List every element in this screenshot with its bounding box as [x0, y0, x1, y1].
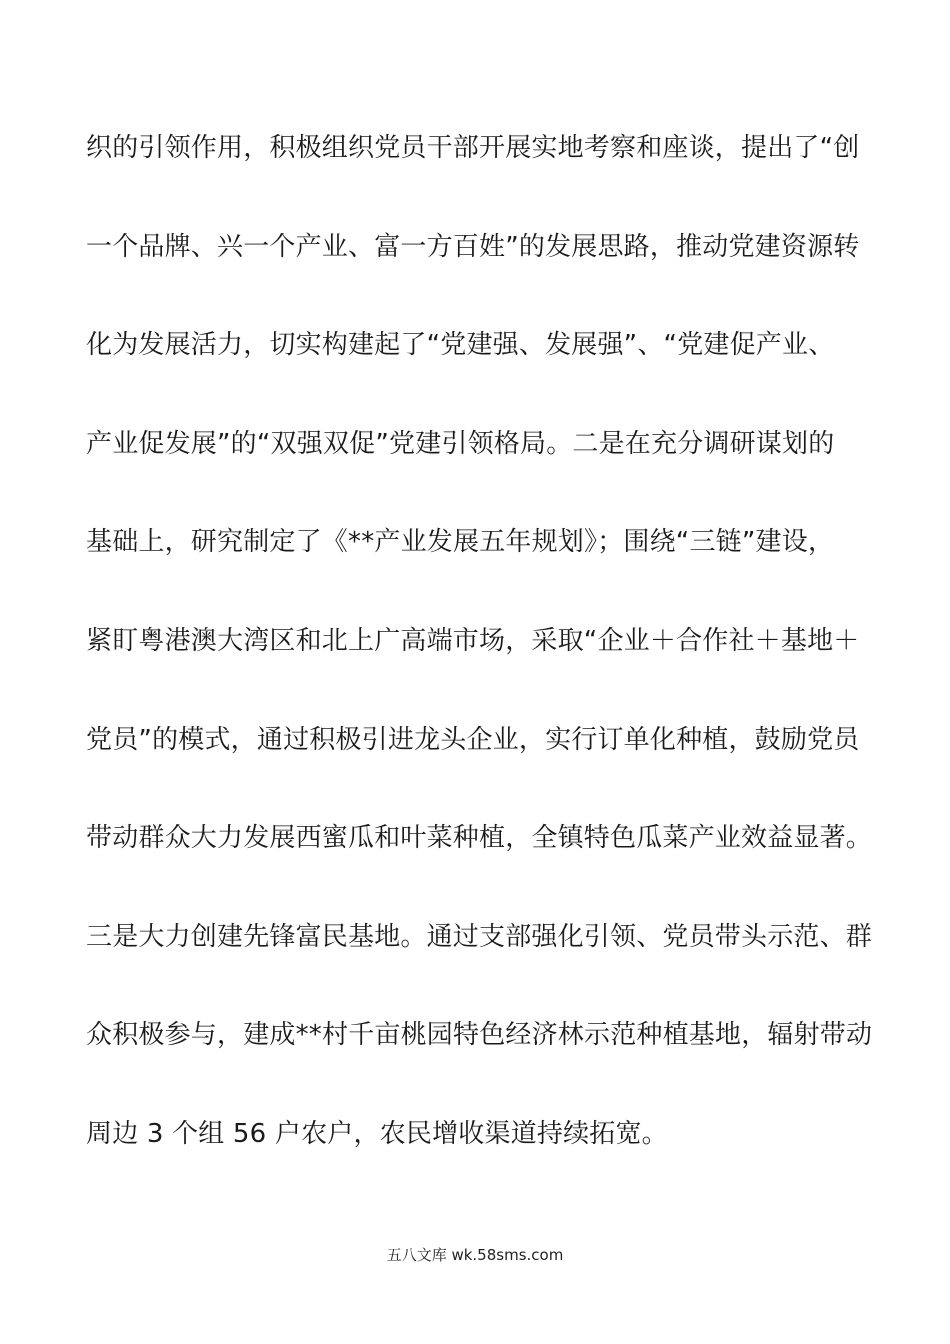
text-line-9: 三是大力创建先锋富民基地。通过支部强化引领、党员带头示范、群: [86, 921, 873, 952]
text-line-11: 周边 3 个组 56 户农户，农民增收渠道持续拓宽。: [86, 1118, 668, 1149]
text-line-10: 众积极参与，建成**村千亩桃园特色经济林示范种植基地，辐射带动: [86, 1020, 873, 1051]
text-line-3: 化为发展活力，切实构建起了“党建强、发展强”、“党建促产业、: [86, 330, 835, 361]
text-line-1: 织的引领作用，积极组织党员干部开展实地考察和座谈，提出了“创: [86, 133, 860, 163]
text-line-4: 产业促发展”的“双强双促”党建引领格局。二是在充分调研谋划的: [86, 428, 835, 459]
text-line-5: 基础上，研究制定了《**产业发展五年规划》；围绕“三链”建设，: [86, 527, 835, 558]
body-paragraph: [86, 120, 873, 1205]
text-line-6: 紧盯粤港澳大湾区和北上广高端市场，采取“企业＋合作社＋基地＋: [86, 625, 860, 656]
text-line-2: 一个品牌、兴一个产业、富一方百姓”的发展思路，推动党建资源转: [86, 231, 860, 262]
text-line-7: 党员”的模式，通过积极引进龙头企业，实行订单化种植，鼓励党员: [86, 724, 860, 755]
text-line-8: 带动群众大力发展西蜜瓜和叶菜种植，全镇特色瓜菜产业效益显著。: [86, 823, 873, 854]
footer-watermark: 五八文库 wk.58sms.com: [386, 1246, 564, 1264]
